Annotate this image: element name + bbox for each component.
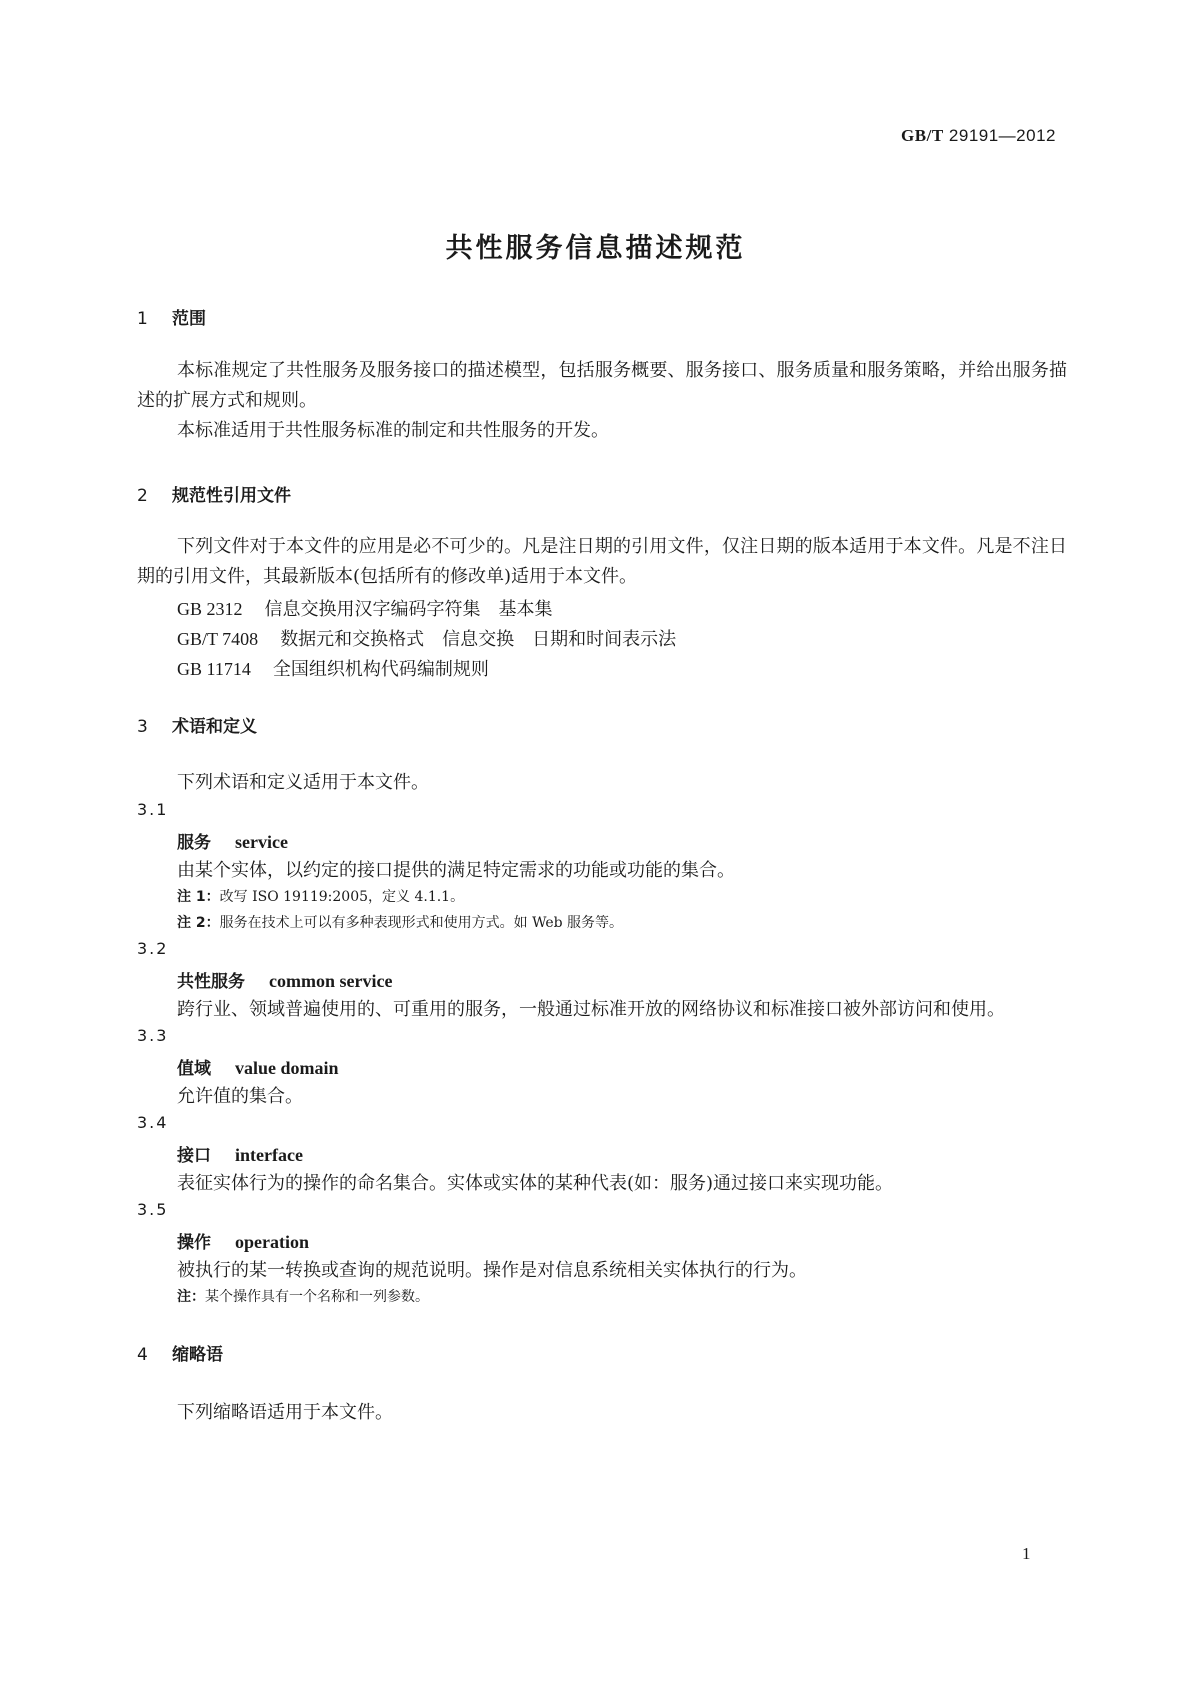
- term-en: interface: [235, 1145, 303, 1165]
- standard-number: [901, 126, 1056, 146]
- section-title: 术语和定义: [172, 717, 257, 737]
- note-text: 服务在技术上可以有多种表现形式和使用方式。如 Web 服务等。: [219, 915, 624, 931]
- normative-reference: [177, 595, 553, 621]
- term-number: 3.1: [137, 800, 169, 819]
- term-zh: 值域: [177, 1059, 211, 1079]
- term-definition: 表征实体行为的操作的命名集合。实体或实体的某种代表(如：服务)通过接口来实现功能。: [177, 1173, 894, 1194]
- section-title: 缩略语: [172, 1345, 223, 1365]
- reference-title: 数据元和交换格式 信息交换 日期和时间表示法: [280, 629, 677, 650]
- section-1-paragraph-1: 本标准规定了共性服务及服务接口的描述模型，包括服务概要、服务接口、服务质量和服务策略，并给出服务描述的扩展方式和规则。: [137, 360, 1067, 411]
- normative-reference: [177, 625, 676, 651]
- term-zh: 接口: [177, 1146, 211, 1166]
- term-heading: [177, 1228, 309, 1253]
- term-zh: 操作: [177, 1233, 211, 1253]
- section-number: 3: [137, 717, 148, 737]
- term-note: [177, 886, 464, 906]
- reference-code: GB/T 7408: [177, 629, 259, 649]
- section-3-intro: 下列术语和定义适用于本文件。: [177, 772, 429, 793]
- section-1-paragraph-2: 本标准适用于共性服务标准的制定和共性服务的开发。: [177, 420, 609, 441]
- section-3-heading: [137, 712, 257, 737]
- section-number: 1: [137, 309, 148, 329]
- term-en: common service: [269, 971, 393, 991]
- term-en: value domain: [235, 1058, 339, 1078]
- section-number: 2: [137, 486, 148, 506]
- note-text: 某个操作具有一个名称和一列参数。: [205, 1289, 429, 1305]
- normative-reference: [177, 655, 489, 681]
- section-2-paragraph-1: 下列文件对于本文件的应用是必不可少的。凡是注日期的引用文件，仅注日期的版本适用于本文件。凡是不注日期的引用文件，其最新版本(包括所有的修改单)适用于本文件。: [137, 536, 1067, 587]
- section-4-heading: [137, 1340, 223, 1365]
- reference-title: 信息交换用汉字编码字符集 基本集: [264, 599, 553, 620]
- term-definition: 允许值的集合。: [177, 1086, 303, 1107]
- term-en: service: [235, 832, 288, 852]
- section-title: 范围: [172, 309, 206, 329]
- term-zh: 服务: [177, 833, 211, 853]
- term-number: 3.2: [137, 939, 169, 958]
- term-number: 3.5: [137, 1200, 169, 1219]
- standard-code: 29191—2012: [948, 126, 1056, 145]
- term-heading: [177, 828, 288, 853]
- section-title: 规范性引用文件: [172, 486, 291, 506]
- reference-code: GB 11714: [177, 659, 251, 679]
- page-number: 1: [1022, 1544, 1031, 1563]
- section-1-heading: [137, 304, 206, 329]
- term-definition: 被执行的某一转换或查询的规范说明。操作是对信息系统相关实体执行的行为。: [177, 1260, 807, 1281]
- term-heading: [177, 1141, 303, 1166]
- section-number: 4: [137, 1345, 148, 1365]
- term-zh: 共性服务: [177, 972, 245, 992]
- note-label: 注：: [177, 1289, 205, 1305]
- term-definition: 跨行业、领域普遍使用的、可重用的服务，一般通过标准开放的网络协议和标准接口被外部访问和使用。: [177, 999, 1005, 1020]
- term-note: [177, 912, 623, 932]
- term-definition: 由某个实体，以约定的接口提供的满足特定需求的功能或功能的集合。: [177, 860, 735, 881]
- note-label: 注 2：: [177, 915, 220, 931]
- reference-code: GB 2312: [177, 599, 243, 619]
- term-heading: [177, 1054, 339, 1079]
- term-number: 3.3: [137, 1026, 169, 1045]
- reference-title: 全国组织机构代码编制规则: [272, 659, 489, 680]
- standard-prefix: GB/T: [901, 126, 944, 145]
- term-note: [177, 1286, 429, 1306]
- note-text: 改写 ISO 19119:2005，定义 4.1.1。: [219, 889, 465, 905]
- term-number: 3.4: [137, 1113, 169, 1132]
- term-en: operation: [235, 1232, 309, 1252]
- term-heading: [177, 967, 392, 992]
- note-label: 注 1：: [177, 889, 220, 905]
- section-2-heading: [137, 481, 291, 506]
- section-4-intro: 下列缩略语适用于本文件。: [177, 1402, 393, 1423]
- document-title: 共性服务信息描述规范: [445, 233, 746, 264]
